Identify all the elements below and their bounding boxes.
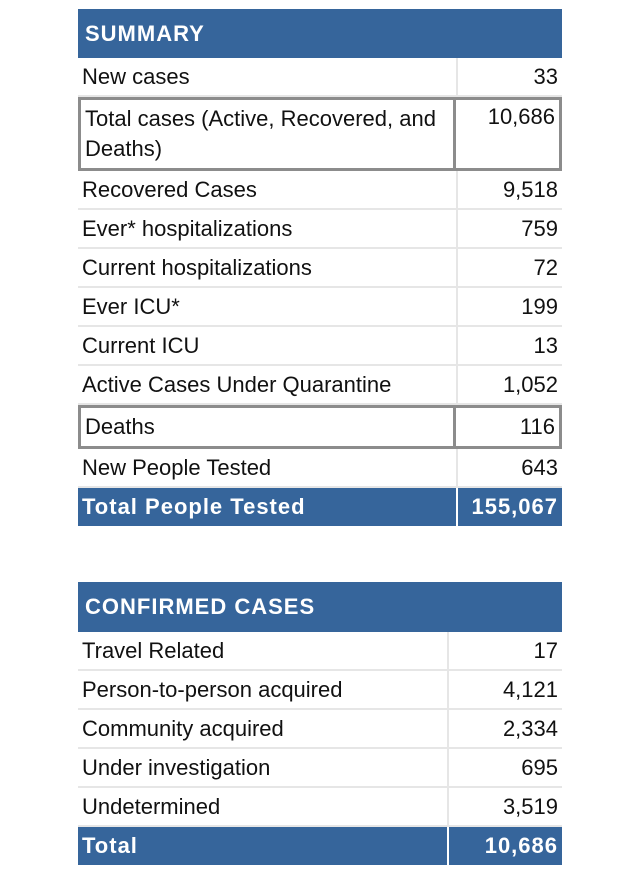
row-value: 695 [447, 749, 562, 786]
table-row [78, 788, 562, 827]
row-label: Under investigation [82, 754, 271, 780]
row-value: 9,518 [456, 171, 562, 208]
row-value: 13 [456, 327, 562, 364]
row-label: New People Tested [82, 454, 272, 480]
row-value: 10,686 [456, 97, 562, 171]
row-value: 17 [447, 632, 562, 669]
summary-header: SUMMARY [78, 9, 562, 58]
table-row [78, 58, 562, 97]
row-value: 10,686 [447, 827, 562, 865]
table-row [78, 632, 562, 671]
table-row [78, 749, 562, 788]
row-value: 759 [456, 210, 562, 247]
row-label: Total [82, 833, 138, 858]
row-label: Travel Related [82, 637, 225, 663]
row-label: Deaths [78, 405, 456, 449]
row-value: 4,121 [447, 671, 562, 708]
table-row [78, 249, 562, 288]
row-label: Total cases (Active, Recovered, and Deaths) [78, 97, 456, 171]
table-row-highlighted [78, 405, 562, 449]
confirmed-cases-header: CONFIRMED CASES [78, 582, 562, 632]
row-value: 72 [456, 249, 562, 286]
row-value: 33 [456, 58, 562, 95]
confirmed-cases-table [78, 582, 562, 865]
row-label: Total People Tested [82, 494, 306, 519]
total-row [78, 827, 562, 865]
table-row [78, 288, 562, 327]
summary-table [78, 9, 562, 526]
row-label: Undetermined [82, 793, 221, 819]
row-label: Person-to-person acquired [82, 676, 343, 702]
table-row [78, 710, 562, 749]
row-value: 2,334 [447, 710, 562, 747]
row-label: Current hospitalizations [82, 254, 312, 280]
table-row [78, 171, 562, 210]
row-value: 3,519 [447, 788, 562, 825]
row-label: Active Cases Under Quarantine [82, 371, 392, 397]
row-value: 199 [456, 288, 562, 325]
row-label: Recovered Cases [82, 176, 257, 202]
row-value: 643 [456, 449, 562, 486]
table-row [78, 210, 562, 249]
row-label: Ever ICU* [82, 293, 180, 319]
row-label: Ever* hospitalizations [82, 215, 293, 241]
table-row [78, 327, 562, 366]
row-value: 155,067 [456, 488, 562, 526]
row-label: Current ICU [82, 332, 200, 358]
row-label: Community acquired [82, 715, 284, 741]
row-label: New cases [82, 63, 190, 89]
table-row-highlighted [78, 97, 562, 171]
table-row [78, 366, 562, 405]
row-value: 116 [456, 405, 562, 449]
table-row [78, 671, 562, 710]
total-row [78, 488, 562, 526]
row-value: 1,052 [456, 366, 562, 403]
table-row [78, 449, 562, 488]
